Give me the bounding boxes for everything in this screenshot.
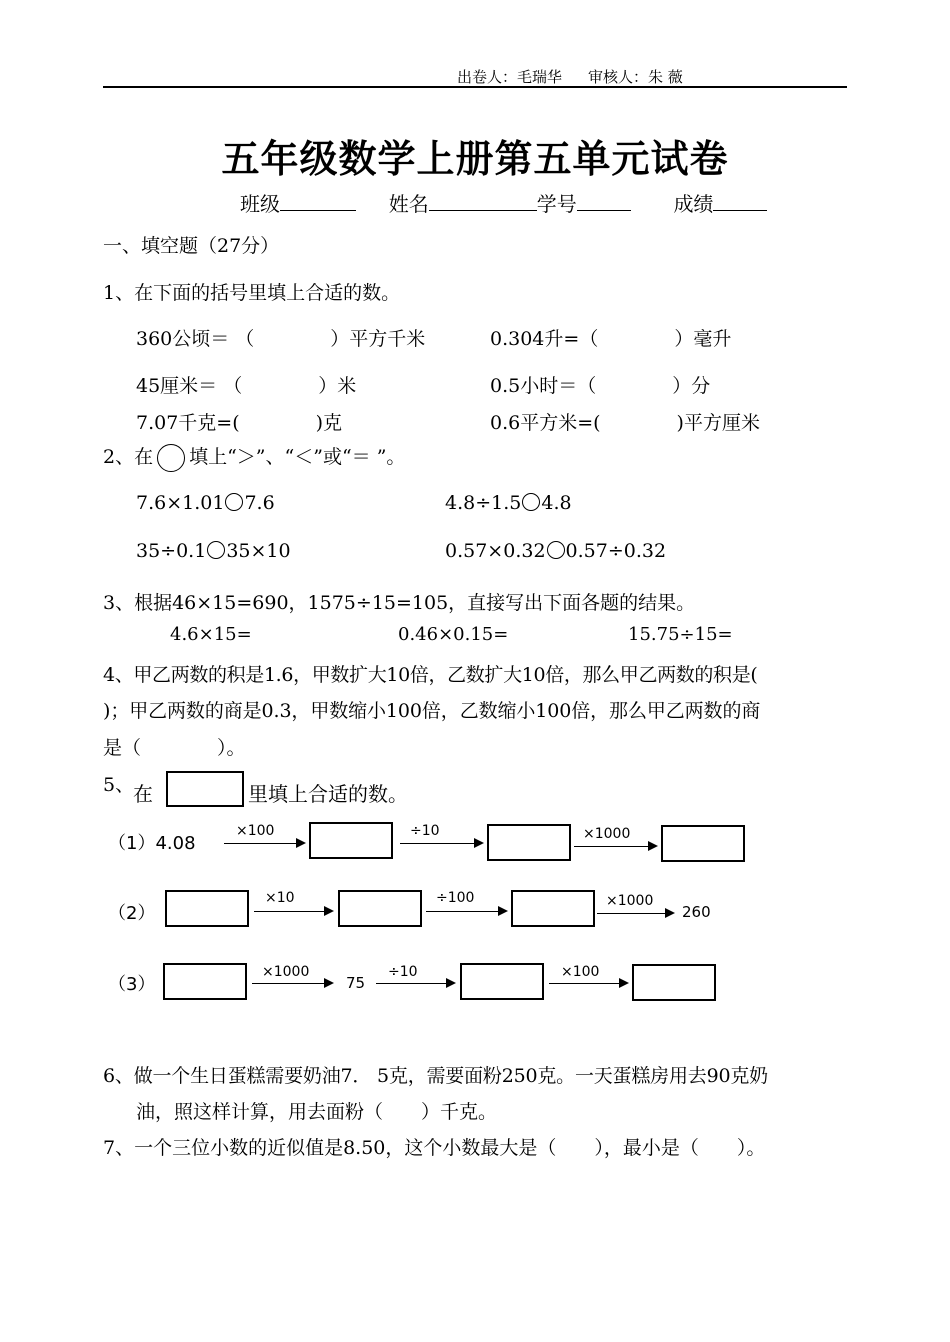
q1-item-6: 0.6平方米=( )平方厘米 (490, 412, 760, 434)
row1-op3: ×1000 (583, 826, 631, 842)
q1-item-1: 360公顷＝ （ ）平方千米 (136, 328, 426, 350)
row2-op2: ÷100 (436, 890, 475, 906)
id-label: 学号 (536, 192, 577, 216)
paper-author-line (457, 66, 683, 87)
q2-item-3-right: 35×10 (226, 540, 291, 562)
q1-item-5: 7.07千克=( )克 (136, 412, 343, 434)
row2-end-value: 260 (682, 903, 711, 921)
q2-item-4-right: 0.57÷0.32 (565, 540, 667, 562)
student-info-row (240, 188, 767, 217)
q2-item-4 (445, 540, 666, 562)
arrow-icon (400, 843, 482, 844)
q5-suffix: 里填上合适的数。 (248, 782, 408, 806)
q6-line-1: 6、做一个生日蛋糕需要奶油7． 5克，需要面粉250克。一天蛋糕房用去90克奶 (103, 1065, 768, 1087)
score-label: 成绩 (673, 192, 714, 216)
arrow-icon (254, 911, 332, 912)
name-blank (429, 192, 537, 211)
row1-label: （1）4.08 (108, 833, 196, 854)
circle-icon (157, 444, 185, 472)
row1-op2: ÷10 (410, 823, 440, 839)
answer-box[interactable] (309, 822, 393, 859)
id-blank (577, 192, 631, 211)
q2-item-2-left: 4.8÷1.5 (445, 492, 522, 514)
row3-op2: ÷10 (388, 964, 418, 980)
header-rule (103, 86, 847, 88)
class-blank (280, 192, 356, 211)
author-name: 出卷人：毛瑞华 (457, 68, 563, 86)
answer-box[interactable] (632, 964, 716, 1001)
arrow-icon (224, 843, 304, 844)
row3-op3: ×100 (561, 964, 600, 980)
q3-prompt: 3、根据46×15=690，1575÷15=105，直接写出下面各题的结果。 (103, 592, 696, 614)
answer-box[interactable] (511, 890, 595, 927)
q5-prefix: 在 (133, 782, 153, 806)
q6-line-2: 油，照这样计算，用去面粉（ ）千克。 (136, 1101, 498, 1123)
q2-item-2-right: 4.8 (541, 492, 572, 514)
arrow-icon (426, 911, 506, 912)
q2-item-1-right: 7.6 (244, 492, 275, 514)
q3-item-2: 0.46×0.15= (398, 624, 509, 645)
arrow-icon (252, 983, 332, 984)
arrow-icon (376, 983, 454, 984)
q1-item-3: 45厘米＝ （ ）米 (136, 375, 357, 397)
answer-box[interactable] (661, 825, 745, 862)
q5-number: 5、 (103, 774, 135, 796)
arrow-icon (549, 983, 627, 984)
q2-item-2 (445, 492, 572, 514)
row2-label: （2） (108, 903, 156, 924)
reviewer-name: 审核人：朱 薇 (588, 68, 683, 86)
compare-circle-icon[interactable] (225, 493, 243, 511)
row3-op1: ×1000 (262, 964, 310, 980)
q4-line-3: 是（ ）。 (103, 737, 246, 759)
q4-line-1: 4、甲乙两数的积是1.6，甲数扩大10倍，乙数扩大10倍，那么甲乙两数的积是( (103, 664, 758, 686)
q2-item-1 (136, 492, 275, 514)
q2-item-1-left: 7.6×1.01 (136, 492, 225, 514)
q1-item-2: 0.304升=（ ）毫升 (490, 328, 732, 350)
q1-prompt: 1、在下面的括号里填上合适的数。 (103, 282, 401, 304)
q7-text: 7、一个三位小数的近似值是8.50，这个小数最大是（ ），最小是（ ）。 (103, 1137, 766, 1159)
page-title: 五年级数学上册第五单元试卷 (221, 137, 729, 181)
row2-op1: ×10 (265, 890, 295, 906)
q1-item-4: 0.5小时＝（ ）分 (490, 375, 711, 397)
compare-circle-icon[interactable] (207, 541, 225, 559)
sample-box (166, 771, 244, 807)
q2-suffix: 填上“＞”、“＜”或“＝ ”。 (189, 446, 406, 468)
q3-item-1: 4.6×15= (170, 624, 252, 645)
q2-prompt (103, 442, 405, 472)
q2-item-4-left: 0.57×0.32 (445, 540, 546, 562)
row1-op1: ×100 (236, 823, 275, 839)
class-label: 班级 (240, 192, 280, 216)
row2-op3: ×1000 (606, 893, 654, 909)
compare-circle-icon[interactable] (522, 493, 540, 511)
row3-label: （3） (108, 974, 156, 995)
answer-box[interactable] (460, 963, 544, 1000)
arrow-icon (574, 846, 656, 847)
answer-box[interactable] (165, 890, 249, 927)
section-heading: 一、填空题（27分） (103, 235, 280, 257)
row3-mid-value: 75 (346, 974, 366, 992)
q3-item-3: 15.75÷15= (628, 624, 733, 645)
answer-box[interactable] (338, 890, 422, 927)
answer-box[interactable] (487, 824, 571, 861)
q4-line-2: )；甲乙两数的商是0.3，甲数缩小100倍，乙数缩小100倍，那么甲乙两数的商 (103, 700, 761, 722)
q2-prefix: 2、在 (103, 446, 154, 468)
arrow-icon (597, 913, 673, 914)
compare-circle-icon[interactable] (547, 541, 565, 559)
name-label: 姓名 (388, 192, 429, 216)
answer-box[interactable] (163, 963, 247, 1000)
q2-item-3-left: 35÷0.1 (136, 540, 207, 562)
score-blank (713, 192, 767, 211)
q2-item-3 (136, 540, 291, 562)
